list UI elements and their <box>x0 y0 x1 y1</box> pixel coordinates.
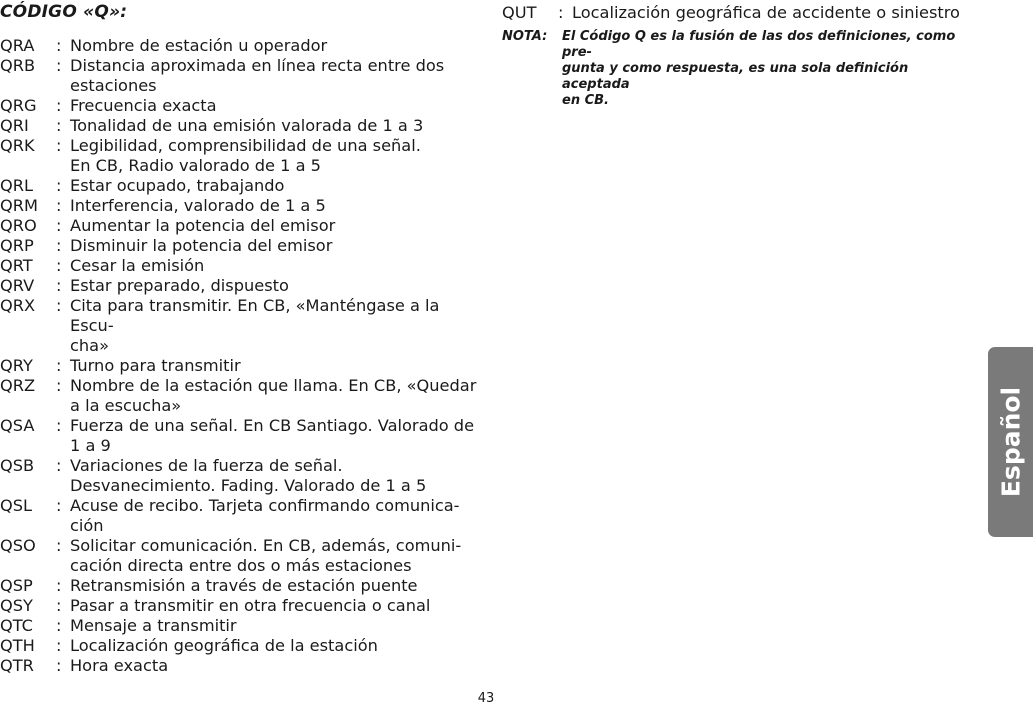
language-tab-label: Español <box>996 386 1025 498</box>
q-code-separator: : <box>56 216 62 235</box>
q-code-definition: Retransmisión a través de estación puente <box>70 576 418 595</box>
q-code-separator: : <box>56 456 62 475</box>
q-code-entry <box>0 656 480 676</box>
q-code: QRM <box>0 196 38 215</box>
q-code: QSB <box>0 456 35 475</box>
q-code: QTR <box>0 656 34 675</box>
q-code-list-right <box>502 3 982 109</box>
q-code-entry <box>0 36 480 56</box>
q-code-separator: : <box>56 596 62 615</box>
q-code-list-left <box>0 36 480 676</box>
q-code: QSP <box>0 576 33 595</box>
q-code-entry <box>0 376 480 416</box>
q-code: QRP <box>0 236 34 255</box>
q-code-entry <box>0 416 480 456</box>
q-code-entry <box>0 256 480 276</box>
note-label: NOTA: <box>502 29 548 44</box>
q-code: QRL <box>0 176 34 195</box>
q-code: QRK <box>0 136 35 155</box>
q-code-definition: Aumentar la potencia del emisor <box>70 216 336 235</box>
note-text: El Código Q es la fusión de las dos definiciones, como pre- gunta y como respuesta, es una sola definición aceptada en CB. <box>562 29 956 108</box>
q-code-entry <box>0 56 480 96</box>
q-code-entry <box>0 576 480 596</box>
q-code-separator: : <box>56 376 62 395</box>
q-code: QTC <box>0 616 33 635</box>
q-code-definition: Cesar la emisión <box>70 256 205 275</box>
q-code: QRG <box>0 96 37 115</box>
q-code: QSA <box>0 416 35 435</box>
q-code: QRV <box>0 276 35 295</box>
section-title: CÓDIGO «Q»: <box>0 2 128 22</box>
q-code-separator: : <box>56 36 62 55</box>
q-code-separator: : <box>56 296 62 315</box>
q-code-definition: Legibilidad, comprensibilidad de una señal. En CB, Radio valorado de 1 a 5 <box>70 136 421 175</box>
q-code: QUT <box>502 3 537 22</box>
q-code-separator: : <box>56 196 62 215</box>
q-code-definition: Pasar a transmitir en otra frecuencia o canal <box>70 596 431 615</box>
q-code-separator: : <box>56 236 62 255</box>
q-code-entry <box>0 536 480 576</box>
q-code-entry <box>0 496 480 536</box>
q-code: QSY <box>0 596 33 615</box>
q-code: QSO <box>0 536 36 555</box>
q-code-separator: : <box>558 3 564 22</box>
q-code-definition: Fuerza de una señal. En CB Santiago. Valorado de 1 a 9 <box>70 416 475 455</box>
q-code: QRA <box>0 36 35 55</box>
q-code-separator: : <box>56 576 62 595</box>
q-code-definition: Turno para transmitir <box>70 356 241 375</box>
q-code-entry <box>0 216 480 236</box>
q-code-definition: Estar preparado, dispuesto <box>70 276 289 295</box>
q-code-definition: Mensaje a transmitir <box>70 616 237 635</box>
q-code-separator: : <box>56 496 62 515</box>
q-code-definition: Disminuir la potencia del emisor <box>70 236 333 255</box>
q-code-definition: Distancia aproximada en línea recta entre dos estaciones <box>70 56 445 95</box>
q-code-entry <box>0 456 480 496</box>
q-code-definition: Nombre de la estación que llama. En CB, «Quedar a la escucha» <box>70 376 477 415</box>
q-code: QSL <box>0 496 33 515</box>
q-code-separator: : <box>56 656 62 675</box>
q-code-separator: : <box>56 416 62 435</box>
q-code-definition: Estar ocupado, trabajando <box>70 176 285 195</box>
q-code-definition: Localización geográfica de accidente o siniestro <box>572 3 960 22</box>
q-code: QRB <box>0 56 36 75</box>
q-code: QRZ <box>0 376 36 395</box>
q-code-definition: Interferencia, valorado de 1 a 5 <box>70 196 326 215</box>
q-code-entry <box>0 196 480 216</box>
q-code-separator: : <box>56 116 62 135</box>
q-code: QRI <box>0 116 29 135</box>
q-code: QTH <box>0 636 35 655</box>
q-code-separator: : <box>56 276 62 295</box>
q-code-definition: Hora exacta <box>70 656 169 675</box>
language-tab <box>988 347 1033 537</box>
q-code-entry <box>0 356 480 376</box>
q-code-separator: : <box>56 176 62 195</box>
q-code-definition: Nombre de estación u operador <box>70 36 328 55</box>
q-code-entry <box>0 116 480 136</box>
q-code-separator: : <box>56 356 62 375</box>
q-code-definition: Variaciones de la fuerza de señal. Desvanecimiento. Fading. Valorado de 1 a 5 <box>70 456 427 495</box>
q-code-definition: Acuse de recibo. Tarjeta confirmando comunica- ción <box>70 496 460 535</box>
q-code-definition: Solicitar comunicación. En CB, además, comuni- cación directa entre dos o más estaciones <box>70 536 462 575</box>
q-code-definition: Frecuencia exacta <box>70 96 217 115</box>
q-code: QRX <box>0 296 36 315</box>
q-code-entry <box>0 96 480 116</box>
q-code-entry <box>0 176 480 196</box>
q-code: QRY <box>0 356 33 375</box>
q-code-separator: : <box>56 616 62 635</box>
q-code: QRO <box>0 216 37 235</box>
q-code-entry <box>0 296 480 356</box>
q-code-entry <box>0 236 480 256</box>
q-code-separator: : <box>56 256 62 275</box>
q-code-entry <box>0 636 480 656</box>
q-code-separator: : <box>56 636 62 655</box>
q-code-entry <box>0 276 480 296</box>
q-code-list-right-entries <box>502 3 982 23</box>
q-code-entry <box>0 596 480 616</box>
q-code: QRT <box>0 256 33 275</box>
q-code-entry <box>502 3 982 23</box>
q-code-definition: Cita para transmitir. En CB, «Manténgase a la Escu- cha» <box>70 296 440 355</box>
q-code-entry <box>0 136 480 176</box>
q-code-definition: Localización geográfica de la estación <box>70 636 378 655</box>
page-number: 43 <box>477 691 495 706</box>
q-code-separator: : <box>56 136 62 155</box>
note-block <box>502 29 982 109</box>
q-code-definition: Tonalidad de una emisión valorada de 1 a 3 <box>70 116 424 135</box>
q-code-separator: : <box>56 56 62 75</box>
q-code-separator: : <box>56 96 62 115</box>
q-code-entry <box>0 616 480 636</box>
q-code-separator: : <box>56 536 62 555</box>
